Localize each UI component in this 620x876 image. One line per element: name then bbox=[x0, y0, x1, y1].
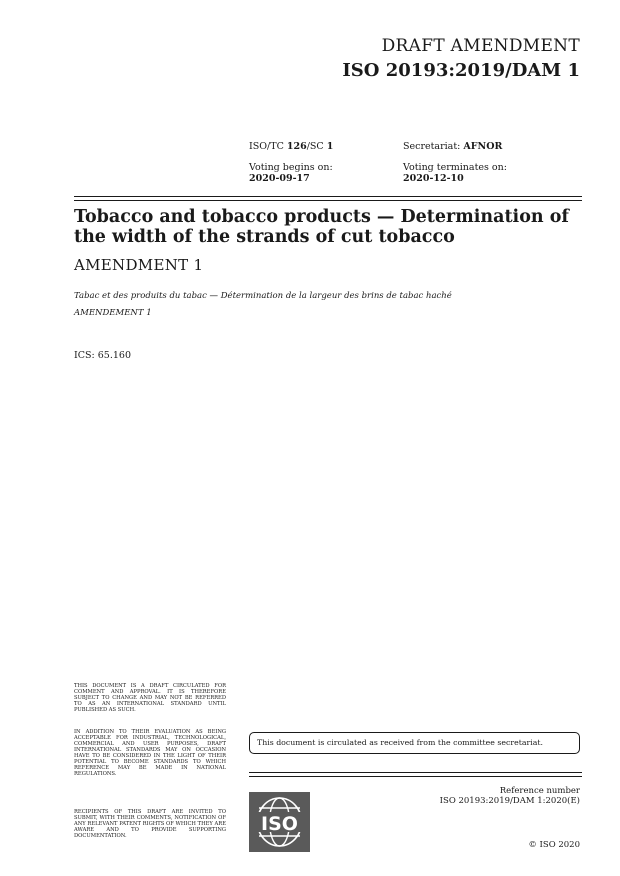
committee bbox=[249, 141, 333, 152]
copyright: © ISO 2020 bbox=[528, 840, 580, 850]
header-divider bbox=[74, 196, 582, 201]
voting-begins bbox=[249, 162, 333, 184]
reference-value: ISO 20193:2019/DAM 1:2020(E) bbox=[439, 796, 580, 806]
committee-tc: 126 bbox=[286, 141, 307, 152]
document-reference: ISO 20193:2019/DAM 1 bbox=[342, 60, 580, 81]
document-type: DRAFT AMENDMENT bbox=[381, 36, 580, 56]
voting-begins-label: Voting begins on: bbox=[249, 162, 333, 173]
committee-sc: 1 bbox=[326, 141, 334, 152]
committee-mid: /SC bbox=[306, 141, 327, 152]
french-title: Tabac et des produits du tabac — Détermination de la largeur des brins de tabac haché bbox=[74, 291, 452, 301]
voting-ends bbox=[403, 162, 507, 184]
secretariat-value: AFNOR bbox=[463, 141, 503, 152]
voting-ends-date: 2020-12-10 bbox=[403, 173, 464, 184]
reference-label: Reference number bbox=[499, 786, 580, 796]
ics-code: ICS: 65.160 bbox=[74, 350, 131, 361]
document-title: Tobacco and tobacco products — Determination of the width of the strands of cut tobacco bbox=[74, 207, 569, 247]
disclaimer-paragraph: IN ADDITION TO THEIR EVALUATION AS BEING ACCEPTABLE FOR INDUSTRIAL, TECHNOLOGICAL, COMMERCIAL AND USER PURPOSES, DRAFT INTERNATIONAL STANDARDS MAY ON OCCASION HAVE TO BE CONSIDERED IN THE LIGHT OF THEIR POTENTIAL TO BECOME STANDARDS TO WHICH REFERENCE MAY BE MADE IN NATIONAL REGULATIONS. bbox=[74, 729, 226, 777]
reference-number bbox=[440, 786, 580, 806]
disclaimer-paragraph: RECIPIENTS OF THIS DRAFT ARE INVITED TO SUBMIT, WITH THEIR COMMENTS, NOTIFICATION OF ANY RELEVANT PATENT RIGHTS OF WHICH THEY ARE AWARE AND TO PROVIDE SUPPORTING DOCUMENTATION. bbox=[74, 809, 226, 839]
voting-ends-label: Voting terminates on: bbox=[403, 162, 507, 173]
voting-begins-date: 2020-09-17 bbox=[249, 173, 310, 184]
amendment-label: AMENDMENT 1 bbox=[74, 256, 204, 274]
committee-prefix: ISO/TC bbox=[249, 141, 287, 152]
iso-logo-text: ISO bbox=[261, 813, 298, 835]
french-amendment: AMENDEMENT 1 bbox=[74, 308, 152, 318]
disclaimer-paragraph: THIS DOCUMENT IS A DRAFT CIRCULATED FOR COMMENT AND APPROVAL. IT IS THEREFORE SUBJECT TO CHANGE AND MAY NOT BE REFERRED TO AS AN INTERNATIONAL STANDARD UNTIL PUBLISHED AS SUCH. bbox=[74, 683, 226, 713]
secretariat bbox=[403, 141, 502, 152]
iso-logo-icon bbox=[249, 792, 310, 852]
footer-divider bbox=[249, 772, 582, 777]
secretariat-label: Secretariat: bbox=[403, 141, 464, 152]
circulation-note: This document is circulated as received from the committee secretariat. bbox=[249, 732, 580, 754]
